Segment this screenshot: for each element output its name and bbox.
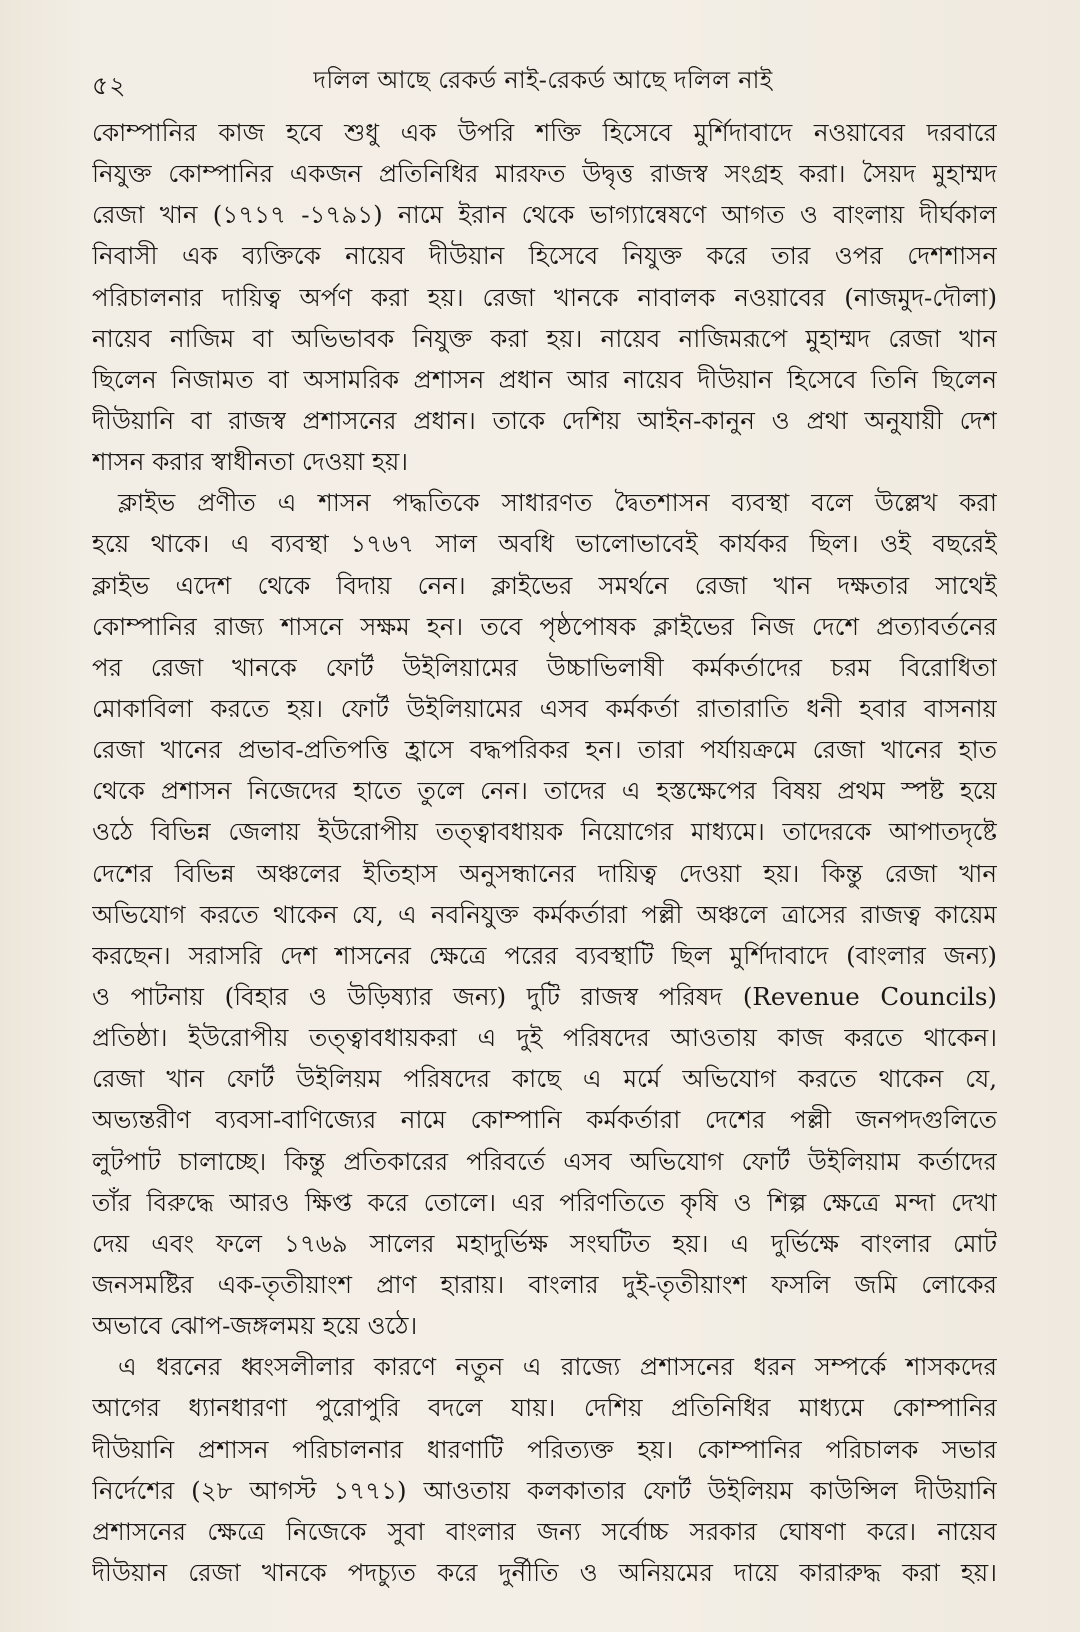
text-line: অভিযোগ করতে থাকেন যে, এ নবনিযুক্ত কর্মকর্তারা পল্লী অঞ্চলে ত্রাসের রাজত্ব কায়েম	[92, 899, 997, 929]
paragraph-2	[92, 482, 997, 1346]
text-line: এ ধরনের ধ্বংসলীলার কারণে নতুন এ রাজ্যে প্রশাসনের ধরন সম্পর্কে শাসকদের	[118, 1352, 997, 1382]
text-line: অভাবে ঝোপ-জঙ্গলময় হয়ে ওঠে।	[92, 1311, 418, 1341]
text-line: পরিচালনার দায়িত্ব অর্পণ করা হয়। রেজা খানকে নাবালক নওয়াবের (নাজমুদ-দৌলা)	[92, 282, 997, 312]
text-line: নির্দেশের (২৮ আগস্ট ১৭৭১) আওতায় কলকাতার ফোর্ট উইলিয়ম কাউন্সিল দীউয়ানি	[92, 1475, 997, 1505]
text-line: ক্লাইভ এদেশ থেকে বিদায় নেন। ক্লাইভের সমর্থনে রেজা খান দক্ষতার সাথেই	[92, 570, 997, 600]
text-line: দীউয়ান রেজা খানকে পদচ্যুত করে দুর্নীতি ও অনিয়মের দায়ে কারারুদ্ধ করা হয়।	[92, 1557, 997, 1587]
text-line: মোকাবিলা করতে হয়। ফোর্ট উইলিয়ামের এসব কর্মকর্তা রাতারাতি ধনী হবার বাসনায়	[92, 693, 997, 723]
text-line: দেশের বিভিন্ন অঞ্চলের ইতিহাস অনুসন্ধানের দায়িত্ব দেওয়া হয়। কিন্তু রেজা খান	[92, 858, 997, 888]
text-line: শাসন করার স্বাধীনতা দেওয়া হয়।	[92, 447, 409, 477]
text-line: ও পাটনায় (বিহার ও উড়িষ্যার জন্য) দুটি রাজস্ব পরিষদ (Revenue Councils)	[92, 981, 997, 1011]
text-line: করছেন। সরাসরি দেশ শাসনের ক্ষেত্রে পরের ব্যবস্থাটি ছিল মুর্শিদাবাদে (বাংলার জন্য)	[92, 940, 997, 970]
text-line: থেকে প্রশাসন নিজেদের হাতে তুলে নেন। তাদের এ হস্তক্ষেপের বিষয় প্রথম স্পষ্ট হয়ে	[92, 776, 997, 806]
text-line: নায়েব নাজিম বা অভিভাবক নিযুক্ত করা হয়। নায়েব নাজিমরূপে মুহাম্মদ রেজা খান	[92, 323, 997, 353]
text-line: নিযুক্ত কোম্পানির একজন প্রতিনিধির মারফত উদ্বৃত্ত রাজস্ব সংগ্রহ করা। সৈয়দ মুহাম্মদ	[92, 159, 997, 189]
text-line: দেয় এবং ফলে ১৭৬৯ সালের মহাদুর্ভিক্ষ সংঘটিত হয়। এ দুর্ভিক্ষে বাংলার মোট	[92, 1228, 997, 1258]
text-line: কোম্পানির রাজ্য শাসনে সক্ষম হন। তবে পৃষ্ঠপোষক ক্লাইভের নিজ দেশে প্রত্যাবর্তনের	[92, 611, 997, 641]
text-line: নিবাসী এক ব্যক্তিকে নায়েব দীউয়ান হিসেবে নিযুক্ত করে তার ওপর দেশশাসন	[92, 241, 997, 271]
page-number: ৫২	[92, 71, 127, 100]
page-header	[92, 62, 994, 102]
text-line: ওঠে বিভিন্ন জেলায় ইউরোপীয় তত্ত্বাবধায়ক নিয়োগের মাধ্যমে। তাদেরকে আপাতদৃষ্টে	[92, 817, 997, 847]
text-line: ক্লাইভ প্রণীত এ শাসন পদ্ধতিকে সাধারণত দ্বৈতশাসন ব্যবস্থা বলে উল্লেখ করা	[118, 488, 997, 518]
text-line: রেজা খানের প্রভাব-প্রতিপত্তি হ্রাসে বদ্ধপরিকর হন। তারা পর্যায়ক্রমে রেজা খানের হাত	[92, 735, 997, 765]
text-line: লুটপাট চালাচ্ছে। কিন্তু প্রতিকারের পরিবর্তে এসব অভিযোগ ফোর্ট উইলিয়াম কর্তাদের	[92, 1146, 997, 1176]
running-title: দলিল আছে রেকর্ড নাই-রেকর্ড আছে দলিল নাই	[313, 66, 773, 94]
text-line: রেজা খান ফোর্ট উইলিয়ম পরিষদের কাছে এ মর্মে অভিযোগ করতে থাকেন যে,	[92, 1064, 997, 1094]
text-line: আগের ধ্যানধারণা পুরোপুরি বদলে যায়। দেশিয় প্রতিনিধির মাধ্যমে কোম্পানির	[92, 1393, 997, 1423]
text-line: জনসমষ্টির এক-তৃতীয়াংশ প্রাণ হারায়। বাংলার দুই-তৃতীয়াংশ ফসলি জমি লোকের	[92, 1269, 997, 1299]
text-line: রেজা খান (১৭১৭ -১৭৯১) নামে ইরান থেকে ভাগ্যান্বেষণে আগত ও বাংলায় দীর্ঘকাল	[92, 200, 997, 230]
text-line: অভ্যন্তরীণ ব্যবসা-বাণিজ্যের নামে কোম্পানি কর্মকর্তারা দেশের পল্লী জনপদগুলিতে	[92, 1105, 997, 1135]
text-line: পর রেজা খানকে ফোর্ট উইলিয়ামের উচ্চাভিলাষী কর্মকর্তাদের চরম বিরোধিতা	[92, 652, 997, 682]
text-line: কোম্পানির কাজ হবে শুধু এক উপরি শক্তি হিসেবে মুর্শিদাবাদে নওয়াবের দরবারে	[92, 118, 997, 147]
text-line: তাঁর বিরুদ্ধে আরও ক্ষিপ্ত করে তোলে। এর পরিণতিতে কৃষি ও শিল্প ক্ষেত্রে মন্দা দেখা	[92, 1187, 997, 1217]
body-text	[92, 112, 997, 1593]
text-line: দীউয়ানি বা রাজস্ব প্রশাসনের প্রধান। তাকে দেশিয় আইন-কানুন ও প্রথা অনুযায়ী দেশ	[92, 405, 997, 435]
text-line: প্রশাসনের ক্ষেত্রে নিজেকে সুবা বাংলার জন্য সর্বোচ্চ সরকার ঘোষণা করে। নায়েব	[92, 1516, 997, 1546]
paragraph-1	[92, 112, 997, 482]
text-line: ছিলেন নিজামত বা অসামরিক প্রশাসন প্রধান আর নায়েব দীউয়ান হিসেবে তিনি ছিলেন	[92, 364, 997, 394]
text-line: হয়ে থাকে। এ ব্যবস্থা ১৭৬৭ সাল অবধি ভালোভাবেই কার্যকর ছিল। ওই বছরেই	[92, 529, 997, 559]
text-line: প্রতিষ্ঠা। ইউরোপীয় তত্ত্বাবধায়করা এ দুই পরিষদের আওতায় কাজ করতে থাকেন।	[92, 1023, 997, 1053]
text-line: দীউয়ানি প্রশাসন পরিচালনার ধারণাটি পরিত্যক্ত হয়। কোম্পানির পরিচালক সভার	[92, 1434, 997, 1464]
paragraph-3	[92, 1346, 997, 1593]
